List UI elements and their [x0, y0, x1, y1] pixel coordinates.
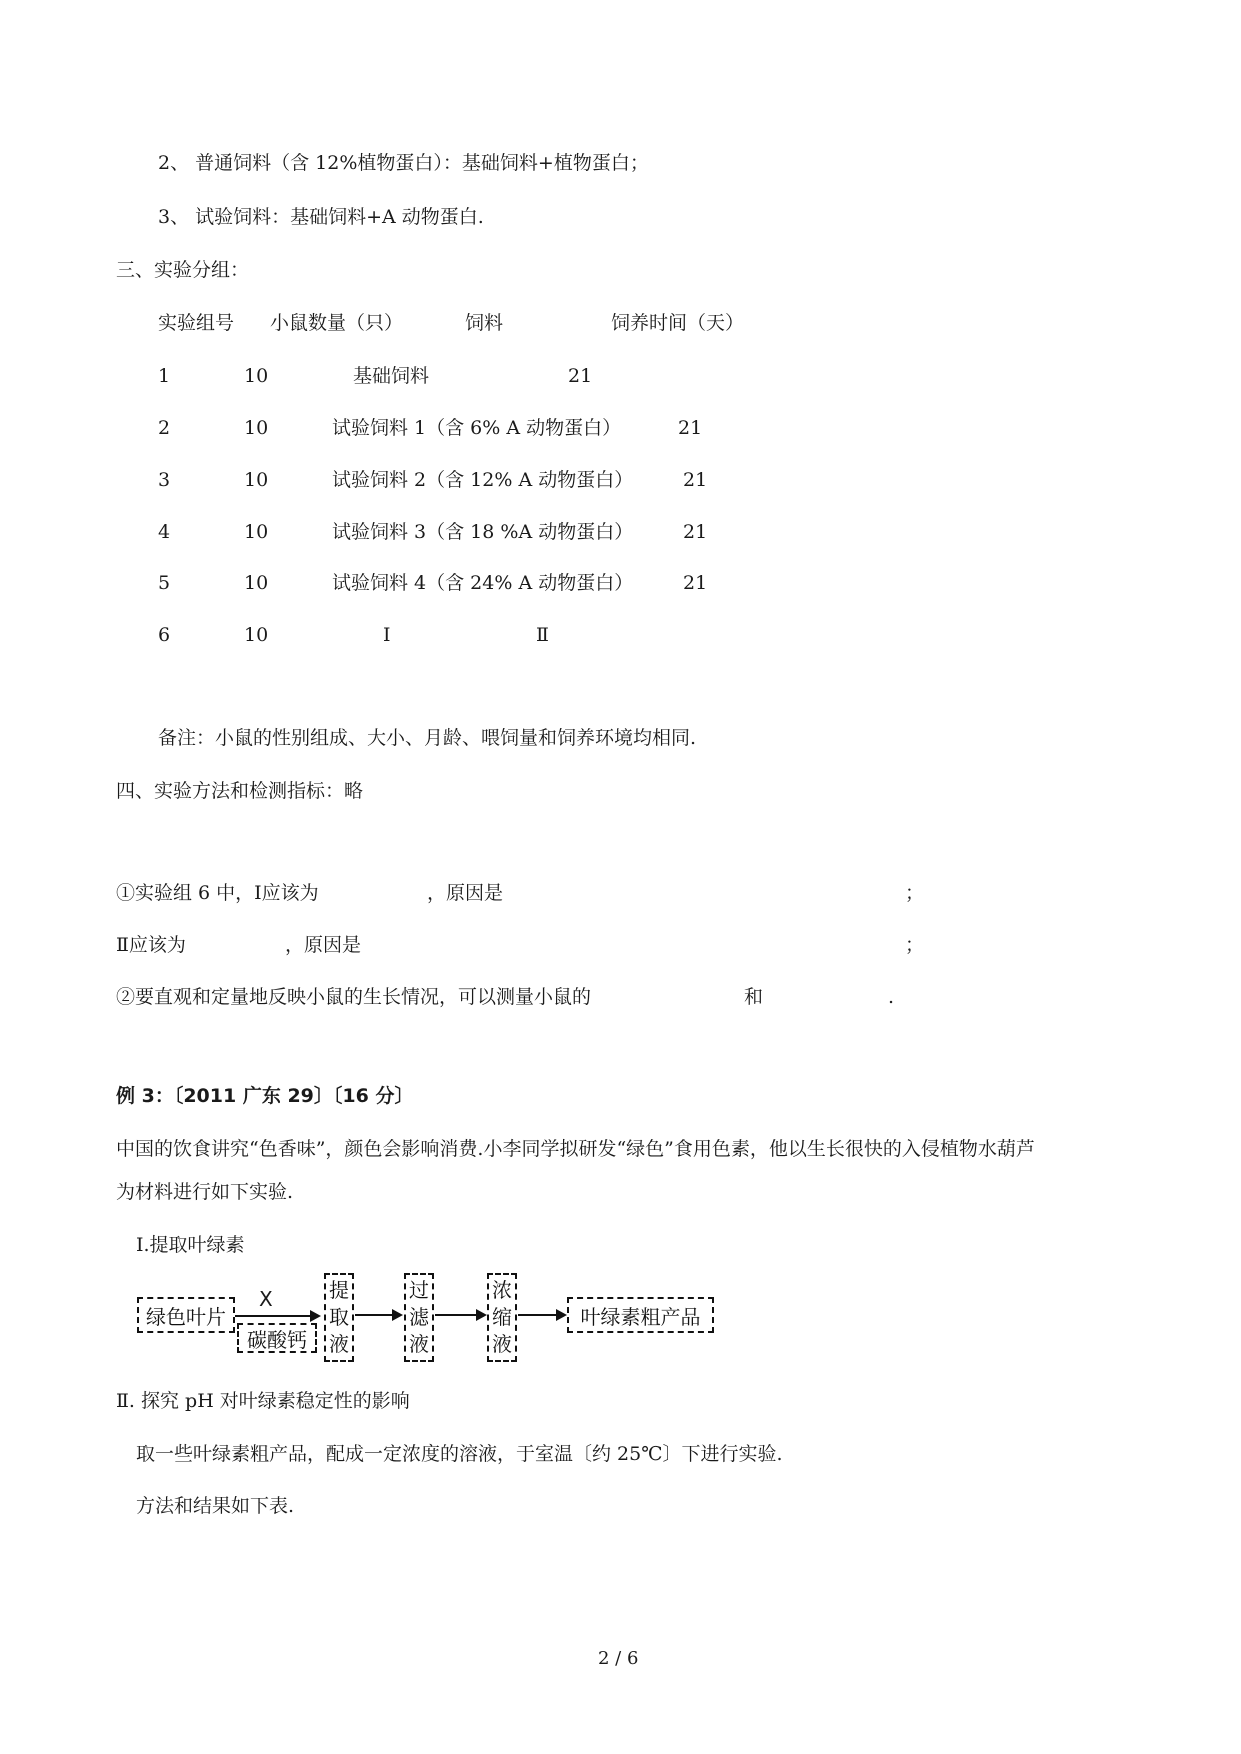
flow-arrow-3 — [435, 1314, 485, 1316]
flow-char: 提 — [329, 1278, 349, 1302]
flow-arrow-1 — [235, 1315, 319, 1317]
flow-box-extract — [324, 1273, 354, 1362]
table-header-feed: 饲料 — [465, 312, 504, 334]
row-days: 21 — [568, 365, 593, 387]
row-days: 21 — [683, 521, 708, 543]
row-feed: Ⅰ — [383, 624, 391, 646]
flow-char: 取 — [329, 1305, 349, 1329]
row-days: Ⅱ — [536, 624, 549, 646]
flow-label-leaf: 绿色叶片 — [146, 1304, 226, 1329]
flow-char: 液 — [409, 1332, 429, 1356]
row-count: 10 — [244, 572, 269, 594]
row-group: 3 — [158, 469, 171, 491]
flow-char: 浓 — [492, 1278, 512, 1302]
flow-box-concentrate — [487, 1273, 517, 1362]
row-feed: 基础饲料 — [353, 365, 430, 387]
row-group: 1 — [158, 365, 171, 387]
section3-heading: 三、实验分组： — [116, 259, 250, 281]
row-feed: 试验饲料 3（含 18 %A 动物蛋白） — [332, 521, 634, 543]
question-1a-end: ； — [905, 882, 925, 904]
row-group: 2 — [158, 417, 171, 439]
feed-item-3: 3、 试验饲料：基础饲料+A 动物蛋白. — [158, 206, 484, 228]
flow-arrow-4 — [518, 1314, 565, 1316]
question-1a-reason: ，原因是 — [427, 882, 504, 904]
feed-item-2: 2、 普通饲料（含 12%植物蛋白）：基础饲料+植物蛋白； — [158, 152, 649, 174]
example3-part2-line1: 取一些叶绿素粗产品，配成一定浓度的溶液，于室温〔约 25℃〕下进行实验. — [136, 1443, 783, 1465]
row-count: 10 — [244, 365, 269, 387]
row-days: 21 — [683, 469, 708, 491]
row-group: 4 — [158, 521, 171, 543]
row-feed: 试验饲料 4（含 24% A 动物蛋白） — [332, 572, 634, 594]
question-1b: Ⅱ应该为 — [116, 934, 186, 956]
table-header-days: 饲养时间（天） — [611, 312, 745, 334]
question-2-and: 和 — [744, 986, 764, 1008]
flow-label-product: 叶绿素粗产品 — [580, 1304, 701, 1329]
row-feed: 试验饲料 2（含 12% A 动物蛋白） — [332, 469, 634, 491]
row-days: 21 — [683, 572, 708, 594]
example3-part1: Ⅰ.提取叶绿素 — [136, 1234, 245, 1256]
row-feed: 试验饲料 1（含 6% A 动物蛋白） — [332, 417, 622, 439]
flow-box-caco3 — [237, 1323, 317, 1353]
question-1b-reason: ，原因是 — [285, 934, 362, 956]
section3-note: 备注：小鼠的性别组成、大小、月龄、喂饲量和饲养环境均相同. — [158, 727, 697, 749]
table-header-count: 小鼠数量（只） — [270, 312, 404, 334]
row-days: 21 — [678, 417, 703, 439]
row-count: 10 — [244, 521, 269, 543]
example3-part2: Ⅱ. 探究 pH 对叶绿素稳定性的影响 — [116, 1390, 410, 1412]
flow-char: 缩 — [492, 1305, 512, 1329]
flow-box-filtrate — [404, 1273, 434, 1362]
question-1b-end: ； — [905, 934, 925, 956]
example3-title: 例 3：〔2011 广东 29〕〔16 分〕 — [116, 1085, 414, 1107]
table-header-group: 实验组号 — [158, 312, 235, 334]
row-count: 10 — [244, 417, 269, 439]
question-2-end: . — [888, 986, 895, 1008]
row-count: 10 — [244, 624, 269, 646]
flow-box-product — [567, 1297, 714, 1333]
row-group: 5 — [158, 572, 171, 594]
flow-char: 液 — [329, 1332, 349, 1356]
question-2: ②要直观和定量地反映小鼠的生长情况，可以测量小鼠的 — [116, 986, 592, 1008]
row-count: 10 — [244, 469, 269, 491]
example3-part2-line2: 方法和结果如下表. — [136, 1495, 295, 1517]
row-group: 6 — [158, 624, 171, 646]
page-number: 2 / 6 — [598, 1648, 639, 1669]
example3-intro-line1: 中国的饮食讲究“色香味”，颜色会影响消费.小李同学拟研发“绿色”食用色素，他以生长很快的入侵植物水葫芦 — [116, 1138, 1035, 1160]
flow-label-x: X — [259, 1287, 273, 1311]
flow-label-caco3: 碳酸钙 — [247, 1327, 307, 1352]
section4-heading: 四、实验方法和检测指标：略 — [116, 780, 364, 802]
example3-intro-line2: 为材料进行如下实验. — [116, 1181, 294, 1203]
flow-arrow-2 — [355, 1314, 401, 1316]
flow-char: 液 — [492, 1332, 512, 1356]
flow-char: 滤 — [409, 1305, 429, 1329]
flow-box-green-leaf — [137, 1297, 235, 1333]
flow-char: 过 — [409, 1278, 429, 1302]
question-1a: ①实验组 6 中，Ⅰ应该为 — [116, 882, 319, 904]
